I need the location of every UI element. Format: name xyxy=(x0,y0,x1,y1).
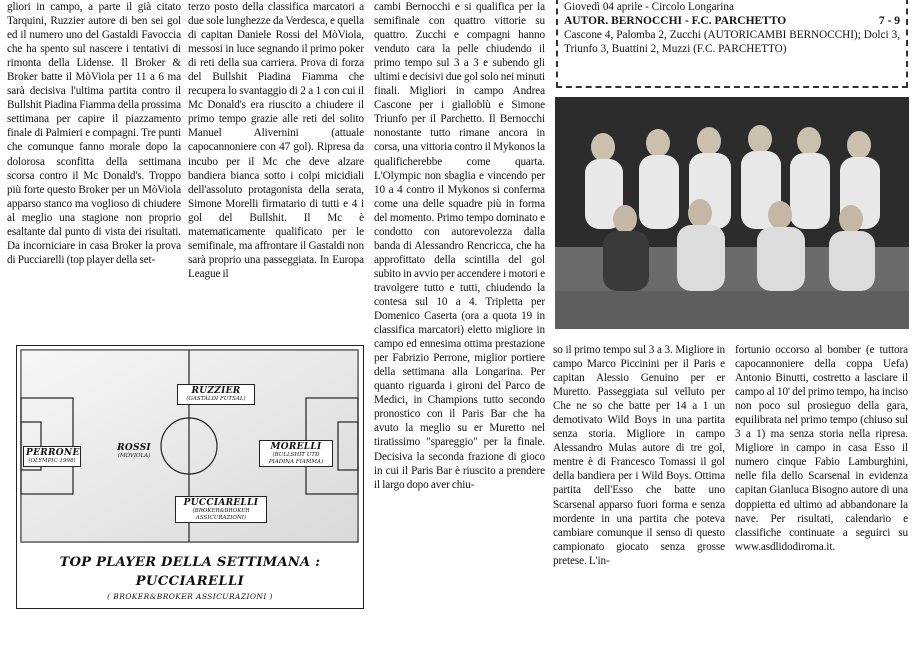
player-team: (GASTALDI FUTSAL) xyxy=(186,396,246,402)
match-result-line xyxy=(564,14,900,28)
team-photo xyxy=(555,97,909,329)
player-label-ruzzier xyxy=(177,384,255,405)
match-scorers: Cascone 4, Palomba 2, Zucchi (AUTORICAMBI BERNOCCHI); Dolci 3, Triunfo 3, Buattini 2, Muzzi (F.C. PARCHETTO) xyxy=(564,29,900,55)
player-name: PUCCIARELLI xyxy=(183,498,259,508)
article-column-2: terzo posto della classifica marcatori a due sole lunghezze da Verdesca, e quella di capitan Daniele Rossi del MòViola, messosi in luce segnando il primo poker di reti della sua carriera. Prova di forza del Bullshit Piadina Fiamma che recupera lo svantaggio di 2 a 1 con cui il Mc Donald's era riuscito a chiudere il primo tempo grazie alle reti del solito Manuel Alivernini (attuale capocannoniere con 47 gol). Ripresa da incubo per il Mc che deve alzare bandiera bianca sotto i colpi micidiali dell'assoluto protagonista della serata, Simone Morelli firmatario di tutti e 4 i gol del Bullshit. Il Mc è matematicamente qualificato per le semifinale, ma affrontare il Gastaldi non sarà proprio una passeggiata. In Europa League il xyxy=(188,1,364,280)
article-column-3: cambi Bernocchi e si qualifica per la semifinale con quattro vittorie su quattro. Zucchi e compagni hanno venduto cara la pelle chiudendo il primo tempo sul 3 a 3 e subendo gli ultimi e decisivi due gol solo nei minuti finali. Migliori in campo Andrea Cascone per i gialloblù e Simone Triunfo per il Parchetto. Il Bernocchi nonostante tutto rimane ancora in corsa, una vittoria contro il Mykonos la qualificherebbe come quarta. L'Olympic non sbaglia e vincendo per 10 a 4 contro il Mykonos si conferma come una delle squadre più in forma del momento. Primo tempo dominato e condotto con autorevolezza dalla banda di Alessandro Rencricca, che ha approfittato della scintilla del gol subito in avvio per accendere i motori e travolgere tutto e tutti, chiudendo la contesa sul 10 a 4. Tripletta per Domenico Caserta (ora a quota 19 in classifica marcatori) eletto migliore in campo ed ennesima ottima prestazione per Fabrizio Perrone, miglior portiere della settimana alla Longarina. Per quanto riguarda i gironi del Parco de Medici, in Champions tutto secondo pronostico con il Paris Bar che ha avuto la meglio su er Muretto nel tiratissimo "spareggio" per la finale. Decisiva la seconda frazione di gioco in cui il Paris Bar è riuscito a prendere il largo dopo aver chiu- xyxy=(374,1,545,491)
player-team: (OLYMPIC 1998) xyxy=(28,458,76,464)
match-date: Giovedì 04 aprile - Circolo Longarina xyxy=(564,1,734,13)
player-label-perrone xyxy=(23,446,81,467)
match-results-box xyxy=(556,0,908,88)
top-player-title: TOP PLAYER DELLA SETTIMANA : xyxy=(59,555,321,570)
match-score: 7 - 9 xyxy=(878,15,900,27)
player-label-morelli xyxy=(259,440,333,467)
article-column-5: fortunio occorso al bomber (e tuttora capocannoniere della coppa Uefa) Antonio Binutti, costretto a lasciare il campo al 10' del primo tempo, ha inciso non poco sul prosieguo della gara, equilibrata nel primo tempo (chiuso sul 3 a 1) ma senza storia nella ripresa. Migliore in campo in casa Esso il numero cinque Fabio Lamburghini, nelle fila dello Scarsenal in evidenza capitan Gianluca Bisogno autore di una doppietta ed ultimo ad abbandonare la nave. Per risultati, calendario e classifiche continuate a seguirci su www.asdlidodiroma.it. xyxy=(735,344,908,553)
top-player-field-graphic xyxy=(16,345,364,609)
player-team: (BULLSHIT UTD PIADINA FIAMMA) xyxy=(268,452,324,465)
player-name: RUZZIER xyxy=(191,386,241,396)
player-label-pucciarelli xyxy=(175,496,267,523)
player-team: (BROKER&BROKER ASSICURAZIONI) xyxy=(192,508,250,521)
team-photo-illustration xyxy=(555,97,909,329)
player-name: MORELLI xyxy=(270,442,322,452)
top-player-name: PUCCIARELLI xyxy=(135,574,245,589)
player-label-rossi xyxy=(111,442,157,461)
player-name: PERRONE xyxy=(26,448,80,458)
player-name: ROSSI xyxy=(117,443,151,453)
top-player-team: ( BROKER&BROKER ASSICURAZIONI ) xyxy=(107,592,273,601)
article-column-1: gliori in campo, a parte il già citato Tarquini, Ruzzier autore di ben sei gol ed il numero uno del Gastaldi Favoccia che ha spento sul nascere i tentativi di rimonta della Lidense. Il Broker & Broker batte il MòViola per 11 a 6 ma sarà decisiva l'ultima partita contro il Bullshit Piadina Fiamma della prossima settimana per capire il piazzamento finale di Palmieri e compagni. Tre punti che comunque fanno morale dopo la dolorosa sconfitta della settimana scorsa contro il Mc Donald's. Troppo più forte questo Broker per un MòViola apparso stanco ma voglioso di chiudere al meglio una stagione non proprio esaltante dal punto di vista dei risultati. Da incorniciare in casa Broker la prova di Pucciarelli (top player della set- xyxy=(7,1,181,266)
article-column-4: so il primo tempo sul 3 a 3. Migliore in campo Marco Piccinini per il Paris e capitan Alessio Genuino per er Muretto. Passeggiata sul velluto per Che ne so che batte per 14 a 1 un demotivato Wild Boys in una partita senza storia. Migliore in campo Alessandro Mulas autore di tre gol, mentre è di Francesco Tomassi il gol della bandiera per i Wild Boys. Ottima partita dell'Esso che batte uno Scarsenal apparso fuori forma e senza mordente in una partita che poteva cambiare comunque il senso di questo campionato giocato senza grosse pretese. L'in- xyxy=(553,344,725,567)
match-teams: AUTOR. BERNOCCHI - F.C. PARCHETTO xyxy=(564,15,787,27)
player-team: (MÒVIOLA) xyxy=(117,453,151,459)
